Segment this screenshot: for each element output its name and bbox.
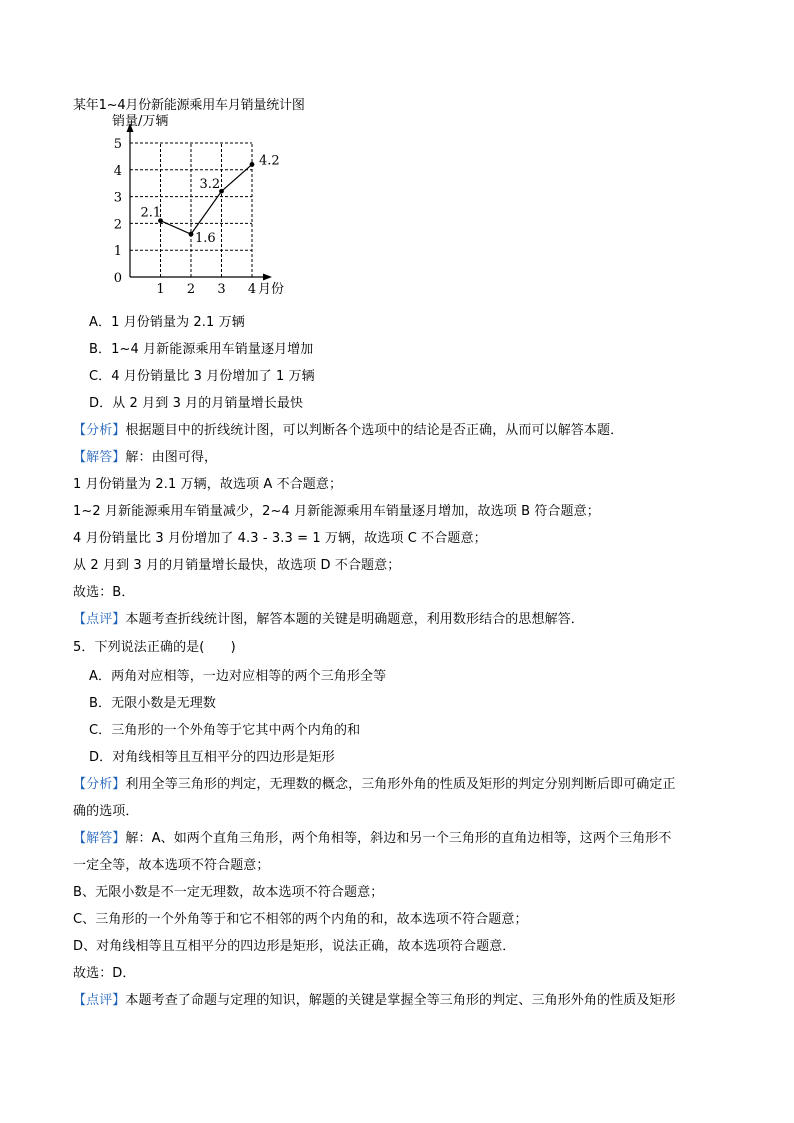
data-label: 1.6 [195,231,216,247]
q5-option-a: A．两角对应相等，一边对应相等的两个三角形全等 [89,669,387,684]
q4-option-a: A．1 月份销量为 2.1 万辆 [89,315,245,330]
analysis-text: 利用全等三角形的判定，无理数的概念，三角形外角的性质及矩形的判定分别判断后即可确定正 [125,777,676,792]
y-tick-label: 2 [113,217,122,233]
q4-solution-line: 从 2 月到 3 月的月销量增长最快，故选项 D 不合题意； [73,558,401,573]
y-tick-label: 0 [113,271,122,286]
q4-analysis [73,419,623,438]
q5-solution-line: 一定全等，故本选项不符合题意； [73,858,270,873]
q4-option-d: D．从 2 月到 3 月的月销量增长最快 [89,396,304,411]
data-label: 3.2 [199,177,221,193]
q5-solution-head [73,827,672,846]
q5-analysis-cont: 确的选项． [73,804,139,819]
q4-solution-head [73,446,217,465]
line-chart [0,0,794,310]
y-axis-label: 销量/万辆 [112,114,169,129]
x-tick-label: 3 [217,282,226,297]
q4-comment [73,608,584,627]
q5-solution-line: D、对角线相等且互相平分的四边形是矩形，说法正确，故本选项符合题意． [73,939,516,954]
x-axis-arrow [263,274,272,281]
q5-comment [73,989,676,1008]
comment-text: 本题考查了命题与定理的知识，解题的关键是掌握全等三角形的判定、三角形外角的性质及矩形 [125,993,676,1008]
q4-solution-line: 故选：B． [73,585,135,600]
data-point [189,232,194,237]
analysis-tag: 【分析】 [73,423,126,438]
y-tick-label: 5 [113,137,122,152]
solution-tag: 【解答】 [73,831,126,846]
analysis-tag: 【分析】 [73,777,126,792]
x-tick-label: 2 [186,282,196,297]
solution-tag: 【解答】 [73,450,126,465]
y-tick-label: 3 [113,190,122,206]
solution-line: 解：由图可得， [125,450,218,465]
chart-axes [127,123,273,281]
solution-line: 解：A、如两个直角三角形，两个角相等，斜边和另一个三角形的直角边相等，这两个三角形不 [125,831,672,846]
q5-analysis [73,773,676,792]
comment-tag: 【点评】 [73,612,126,627]
comment-text: 本题考查折线统计图，解答本题的关键是明确题意，利用数形结合的思想解答． [125,612,584,627]
q4-solution-line: 1 月份销量为 2.1 万辆，故选项 A 不合题意； [73,477,343,492]
data-point [250,162,255,167]
q4-option-c: C．4 月份销量比 3 月份增加了 1 万辆 [89,369,315,384]
q4-solution-line: 1~2 月新能源乘用车销量减少，2~4 月新能源乘用车销量逐月增加，故选项 B 符合题意； [73,504,600,519]
q5-solution-line: B、无限小数是不一定无理数，故本选项不符合题意； [73,885,384,900]
q5-solution-line: C、三角形的一个外角等于和它不相邻的两个内角的和，故本选项不符合题意； [73,912,528,927]
chart-title: 某年1~4月份新能源乘用车月销量统计图 [73,98,305,113]
q5-stem: 5．下列说法正确的是( ) [73,640,236,655]
q5-option-b: B．无限小数是无理数 [89,696,216,711]
q5-solution-line: 故选：D． [73,966,136,981]
x-tick-label: 4 [247,282,257,297]
q4-option-b: B．1~4 月新能源乘用车销量逐月增加 [89,342,314,357]
chart-ticks [114,137,256,297]
x-tick-label: 1 [156,282,165,297]
chart-series [141,153,280,246]
data-label: 2.1 [140,205,162,221]
q5-option-d: D．对角线相等且互相平分的四边形是矩形 [89,750,335,765]
data-label: 4.2 [259,153,280,169]
y-tick-label: 1 [113,244,122,260]
comment-tag: 【点评】 [73,993,126,1008]
analysis-text: 根据题目中的折线统计图，可以判断各个选项中的结论是否正确，从而可以解答本题． [125,423,624,438]
y-tick-label: 4 [113,163,122,179]
q5-option-c: C．三角形的一个外角等于它其中两个内角的和 [89,723,361,738]
x-axis-label: 月份 [258,282,285,297]
q4-solution-line: 4 月份销量比 3 月份增加了 4.3 - 3.3 = 1 万辆，故选项 C 不合题意； [73,531,487,546]
